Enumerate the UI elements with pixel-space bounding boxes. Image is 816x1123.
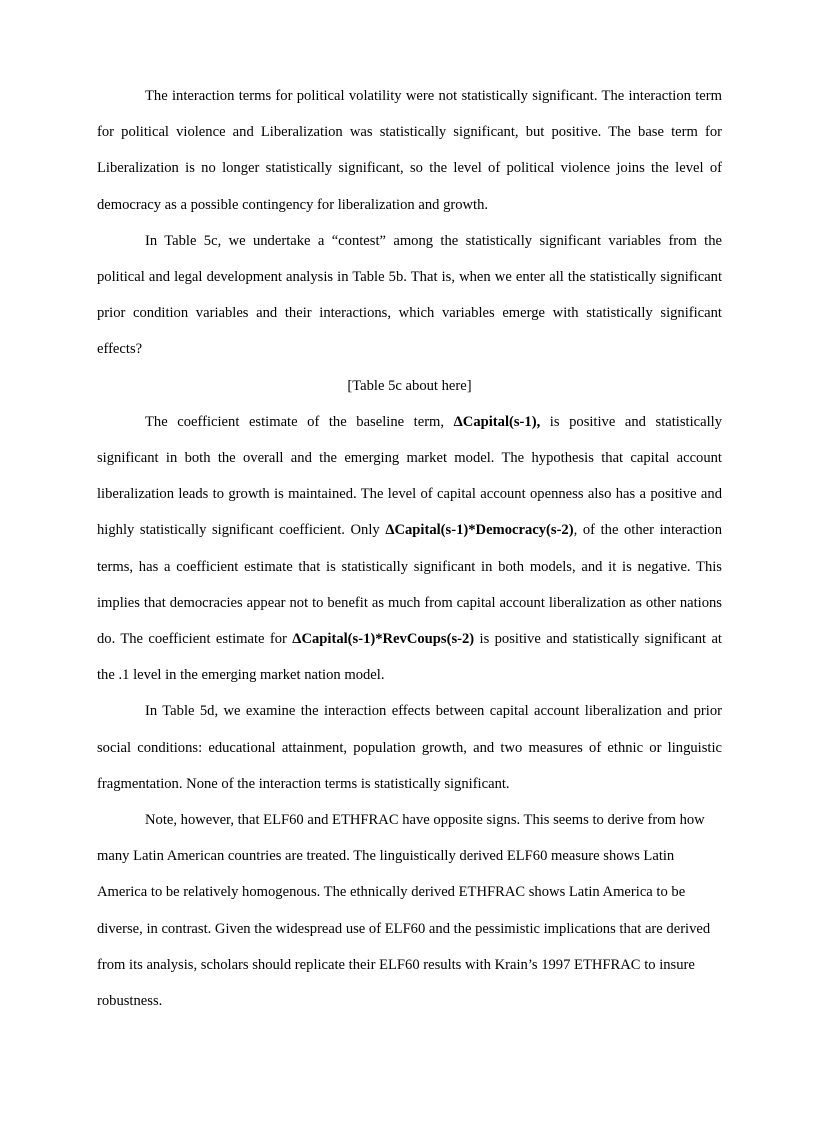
term-capital-democracy: ΔCapital(s-1)*Democracy(s-2) [385,522,574,539]
term-capital-baseline: ΔCapital(s-1), [453,413,541,430]
text-run: The coefficient estimate of the baseline term, [145,413,454,430]
paragraph-elf60-ethfrac: Note, however, that ELF60 and ETHFRAC have opposite signs. This seems to derive from how many Latin American countries are treated. The linguistically derived ELF60 measure shows Latin America to be relatively homogenous. The ethnically derived ETHFRAC shows Latin America to be diverse, in contrast. Given the widespread use of ELF60 and the pessimistic implications that are derived from its analysis, scholars should replicate their ELF60 results with Krain’s 1997 ETHFRAC to insure robustness. [97,812,711,1010]
paragraph-coefficient-estimate [97,404,722,694]
paragraph-table-5c-contest: In Table 5c, we undertake a “contest” among the statistically significant variables from the political and legal development analysis in Table 5b. That is, when we enter all the statistically significant prior condition variables and their interactions, which variables emerge with statistically significant effects? [97,232,722,358]
document-page [97,78,722,1019]
text-run: is positive and statistically significant in both the overall and the emerging market model. The hypothesis that capital account liberalization leads to growth is maintained. The level of capital account openness also has a positive and highly statistically significant coefficient. Only [97,413,722,539]
term-capital-revcoups: ΔCapital(s-1)*RevCoups(s-2) [292,631,475,648]
text-run: , of the other interaction terms, has a coefficient estimate that is statistically significant in both models, and it is negative. This implies that democracies appear not to benefit as much from capital account liberalization as other nations do. The coefficient estimate for [97,522,722,648]
paragraph-political-volatility: The interaction terms for political volatility were not statistically significant. The interaction term for political violence and Liberalization was statistically significant, but positive. The base term for Liberalization is no longer statistically significant, so the level of political violence joins the level of democracy as a possible contingency for liberalization and growth. [97,88,722,213]
text-run: is positive and statistically significant at the .1 level in the emerging market nation model. [97,631,722,684]
paragraph-table-5d: In Table 5d, we examine the interaction effects between capital account liberalization and prior social conditions: educational attainment, population growth, and two measures of ethnic or linguistic fragmentation. None of the interaction terms is statistically significant. [97,703,722,792]
table-placeholder: [Table 5c about here] [347,377,472,394]
